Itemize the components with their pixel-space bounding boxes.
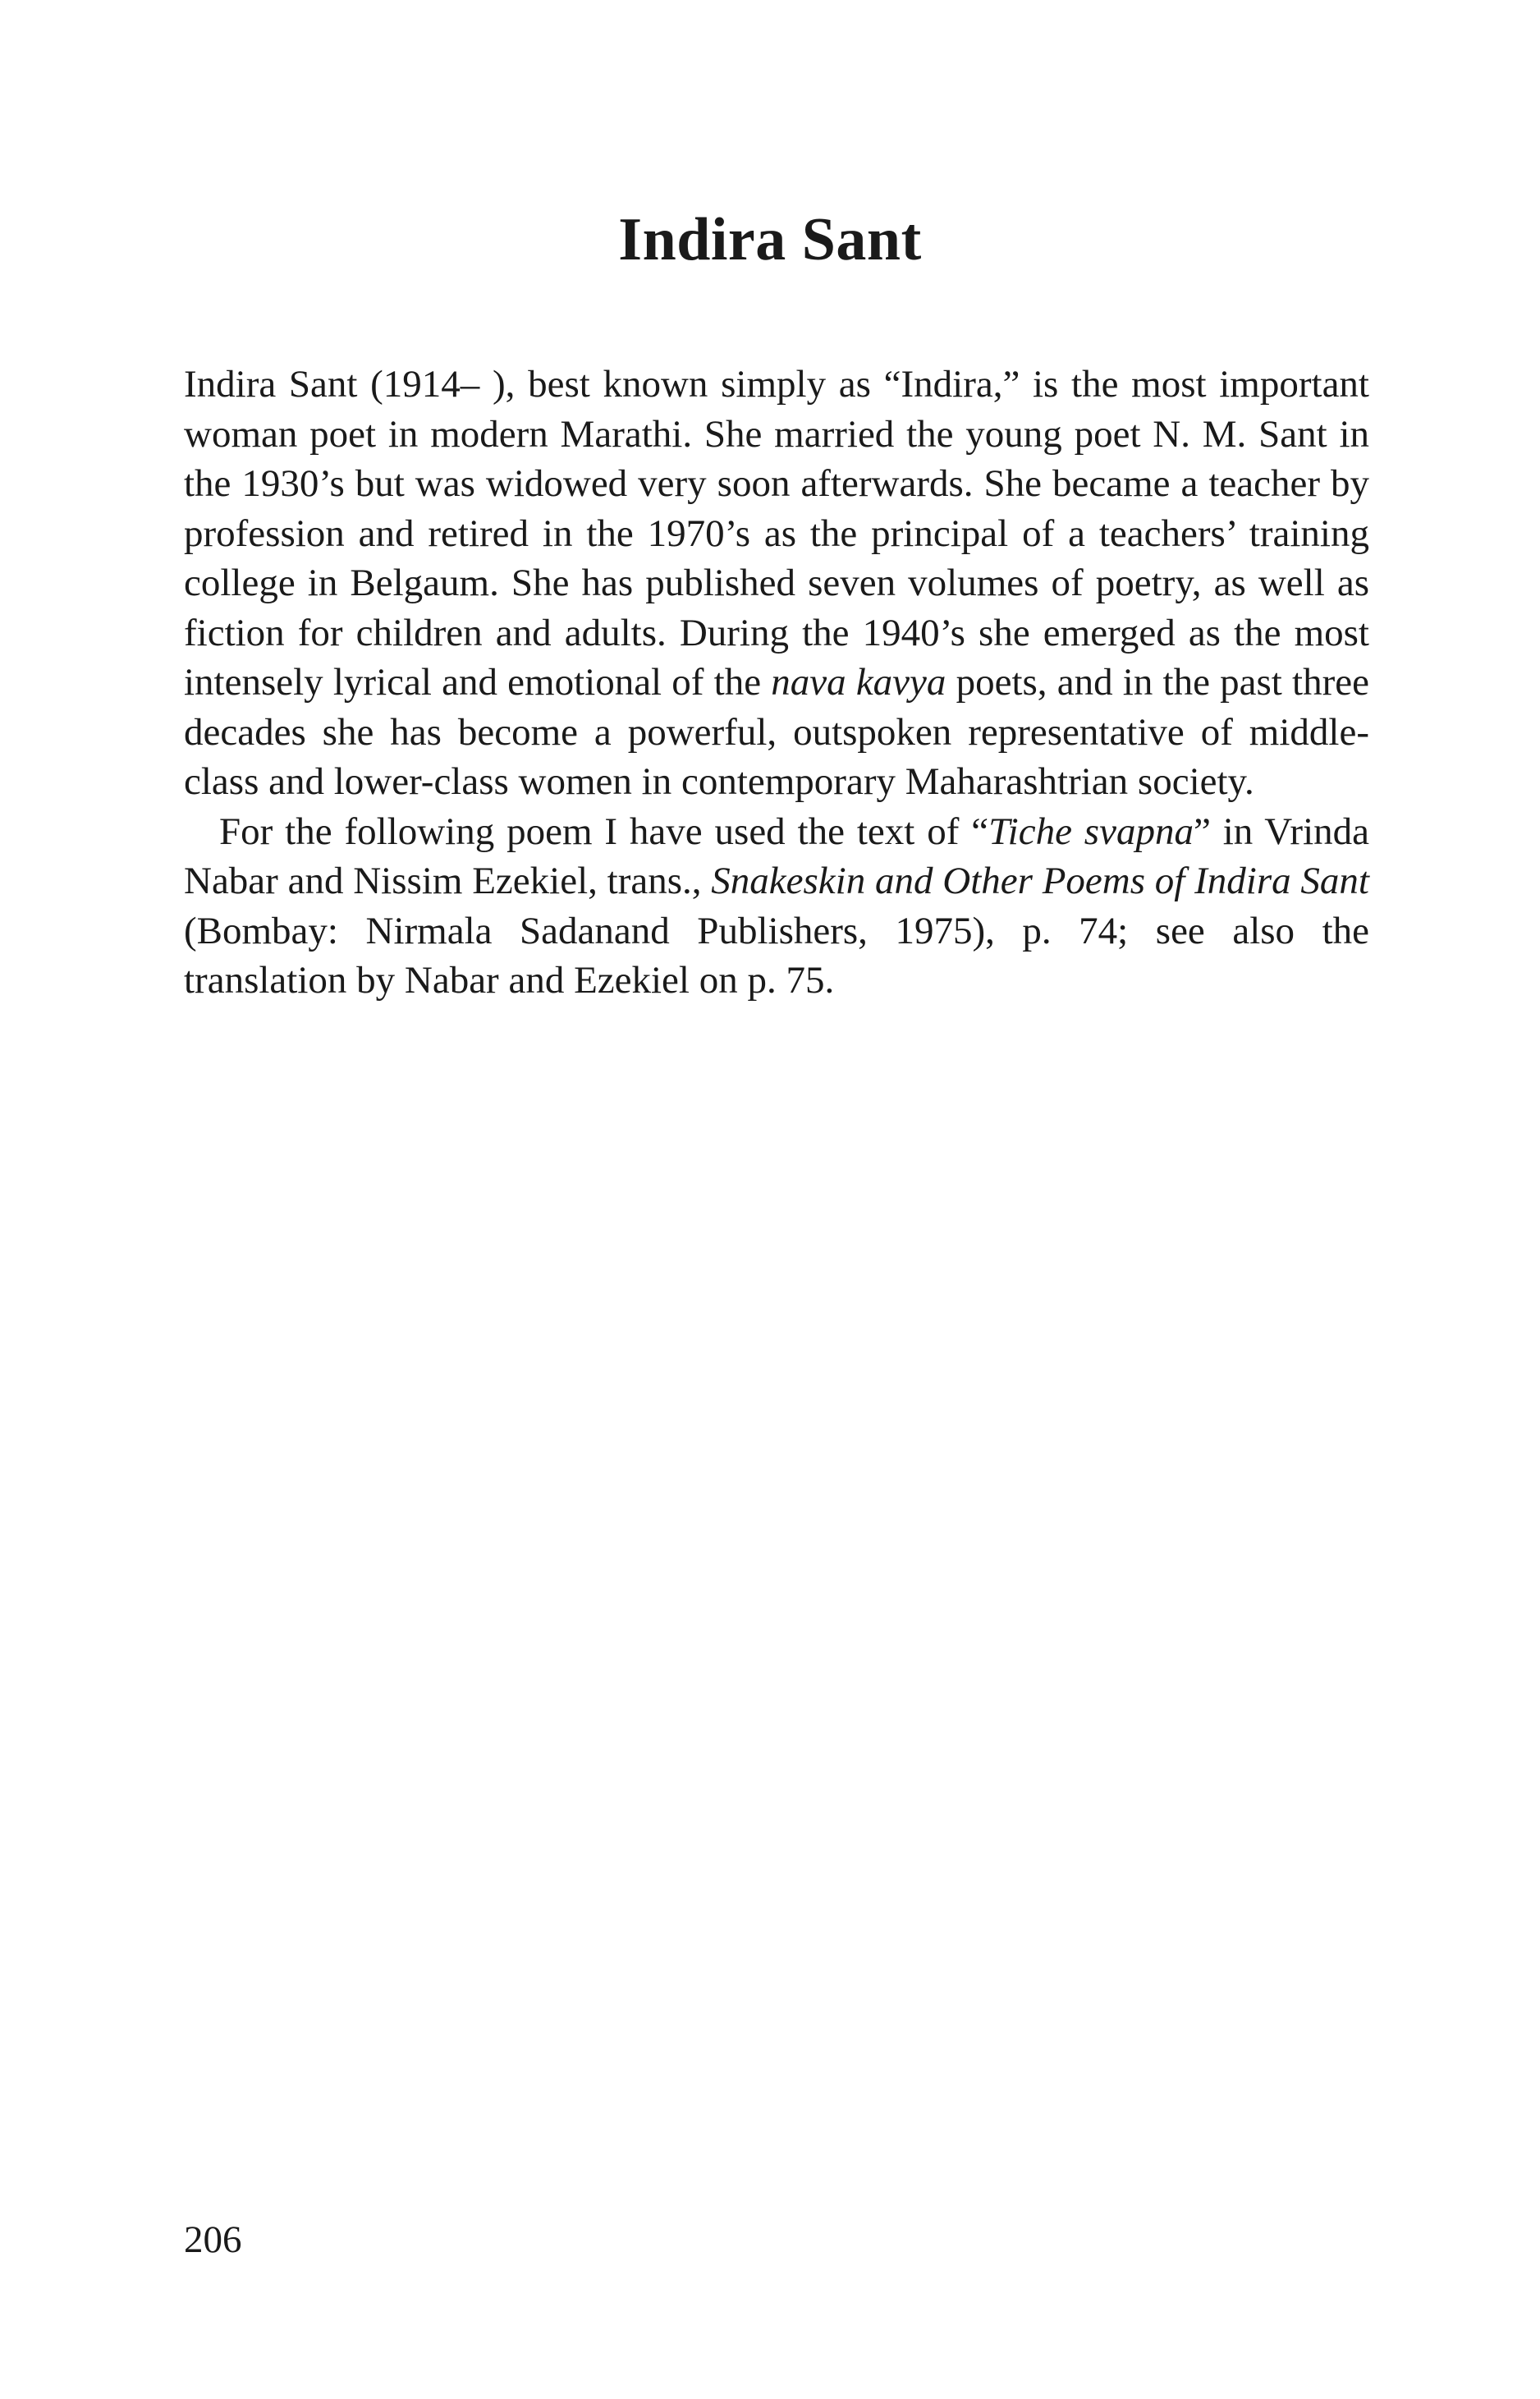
italic-term-nava-kavya: nava kavya [771, 661, 946, 704]
body-text [184, 360, 1369, 1006]
paragraph-source-note [184, 807, 1369, 1006]
page-title: Indira Sant [618, 205, 922, 273]
italic-poem-title: Tiche svapna [988, 810, 1194, 853]
text-segment: ” in Vrinda Nabar and Nissim Ezekiel, trans., [184, 810, 1369, 902]
text-segment: For the following poem I have used the text of “ [219, 810, 989, 853]
paragraph-biography [184, 360, 1369, 807]
italic-book-title: Snakeskin and Other Poems of Indira Sant [711, 860, 1369, 902]
text-segment: (Bombay: Nirmala Sadanand Publishers, 1975), p. 74; see also the translation by Nabar and Ezekiel on p. 75. [184, 909, 1369, 1002]
text-segment: poets, and in the past three decades she has become a powerful, outspoken representative of middle-class and lower-class women in contemporary Maharashtrian society. [184, 661, 1369, 803]
page-number: 206 [184, 2218, 242, 2261]
text-segment: Indira Sant (1914– ), best known simply as “Indira,” is the most important woman poet in modern Marathi. She married the young poet N. M. Sant in the 1930’s but was widowed very soon afterwards. She became a teacher by profession and retired in the 1970’s as the principal of a teachers’ training college in Belgaum. She has published seven volumes of poetry, as well as fiction for children and adults. During the 1940’s she emerged as the most intensely lyrical and emotional of the [184, 363, 1369, 704]
